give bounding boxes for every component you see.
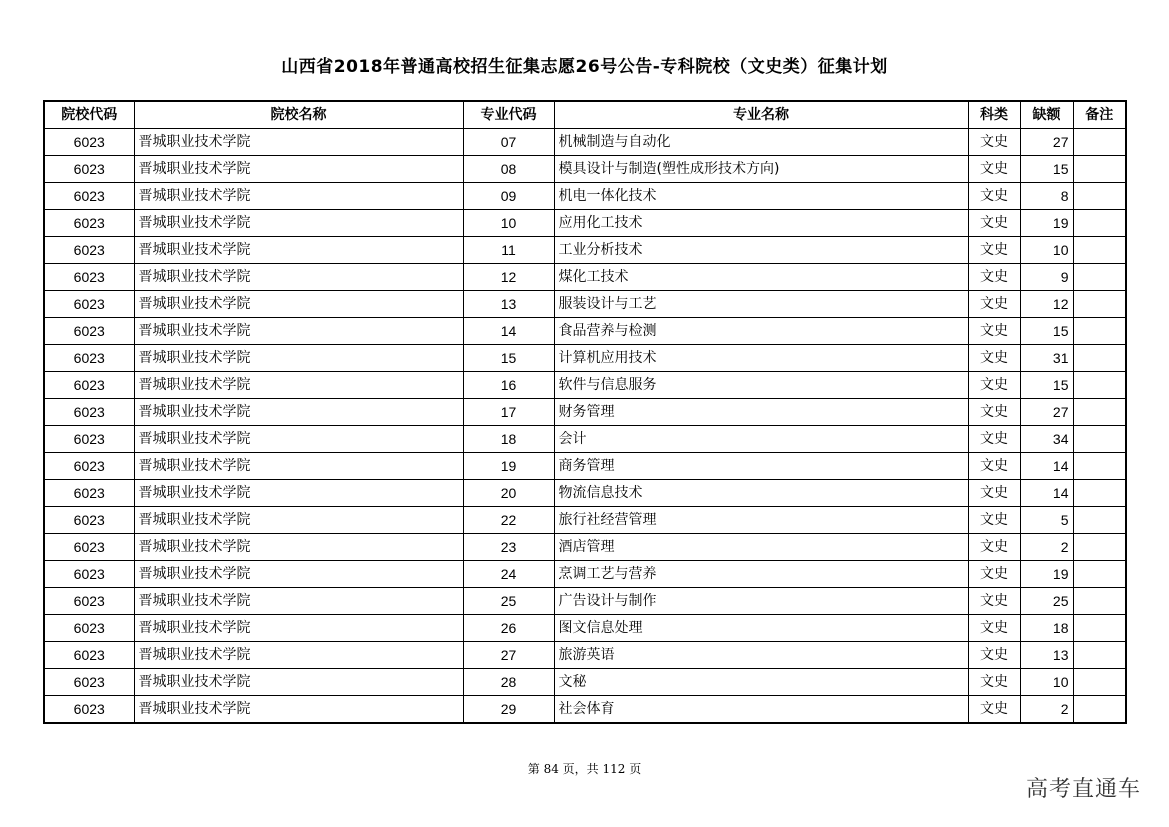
cell-major-name: 工业分析技术 [554,237,968,264]
cell-vacancy: 2 [1020,696,1073,724]
cell-category: 文史 [968,588,1020,615]
cell-major-code: 12 [463,264,554,291]
cell-category: 文史 [968,129,1020,156]
cell-major-code: 15 [463,345,554,372]
cell-major-code: 17 [463,399,554,426]
cell-major-name: 食品营养与检测 [554,318,968,345]
cell-major-name: 广告设计与制作 [554,588,968,615]
cell-school-name: 晋城职业技术学院 [134,615,463,642]
cell-category: 文史 [968,669,1020,696]
cell-note [1073,615,1126,642]
table-row [44,318,1126,345]
cell-note [1073,561,1126,588]
table-row [44,426,1126,453]
cell-major-name: 商务管理 [554,453,968,480]
cell-school-code: 6023 [44,588,134,615]
cell-school-name: 晋城职业技术学院 [134,345,463,372]
table-row [44,534,1126,561]
cell-note [1073,291,1126,318]
table-row [44,210,1126,237]
cell-category: 文史 [968,183,1020,210]
cell-vacancy: 34 [1020,426,1073,453]
cell-category: 文史 [968,318,1020,345]
cell-note [1073,210,1126,237]
cell-major-code: 29 [463,696,554,724]
cell-school-name: 晋城职业技术学院 [134,237,463,264]
cell-vacancy: 15 [1020,372,1073,399]
cell-major-code: 14 [463,318,554,345]
cell-note [1073,696,1126,724]
cell-school-name: 晋城职业技术学院 [134,642,463,669]
cell-category: 文史 [968,453,1020,480]
cell-major-code: 07 [463,129,554,156]
cell-category: 文史 [968,291,1020,318]
table-row [44,561,1126,588]
table-row [44,669,1126,696]
cell-major-code: 28 [463,669,554,696]
cell-school-name: 晋城职业技术学院 [134,210,463,237]
cell-major-code: 08 [463,156,554,183]
cell-category: 文史 [968,642,1020,669]
cell-school-code: 6023 [44,399,134,426]
cell-major-name: 会计 [554,426,968,453]
cell-school-code: 6023 [44,318,134,345]
cell-major-name: 煤化工技术 [554,264,968,291]
cell-major-code: 27 [463,642,554,669]
document-title: 山西省2018年普通高校招生征集志愿26号公告-专科院校（文史类）征集计划 [281,57,888,77]
cell-school-name: 晋城职业技术学院 [134,507,463,534]
cell-major-code: 26 [463,615,554,642]
cell-school-code: 6023 [44,264,134,291]
cell-major-name: 旅行社经营管理 [554,507,968,534]
cell-major-name: 软件与信息服务 [554,372,968,399]
cell-school-code: 6023 [44,507,134,534]
cell-school-name: 晋城职业技术学院 [134,183,463,210]
page-footer: 第 84 页，共 112 页 [527,762,642,776]
cell-school-code: 6023 [44,669,134,696]
cell-note [1073,129,1126,156]
cell-note [1073,264,1126,291]
header-major-code: 专业代码 [463,101,554,129]
table-row [44,480,1126,507]
cell-school-name: 晋城职业技术学院 [134,480,463,507]
cell-school-code: 6023 [44,561,134,588]
cell-school-code: 6023 [44,534,134,561]
cell-note [1073,588,1126,615]
cell-note [1073,534,1126,561]
cell-major-code: 11 [463,237,554,264]
cell-vacancy: 14 [1020,480,1073,507]
cell-vacancy: 2 [1020,534,1073,561]
cell-note [1073,642,1126,669]
cell-major-name: 机电一体化技术 [554,183,968,210]
cell-school-code: 6023 [44,183,134,210]
cell-note [1073,372,1126,399]
cell-category: 文史 [968,615,1020,642]
cell-vacancy: 19 [1020,561,1073,588]
cell-major-code: 22 [463,507,554,534]
cell-school-name: 晋城职业技术学院 [134,264,463,291]
cell-school-code: 6023 [44,372,134,399]
cell-category: 文史 [968,264,1020,291]
cell-vacancy: 5 [1020,507,1073,534]
cell-major-code: 13 [463,291,554,318]
cell-vacancy: 9 [1020,264,1073,291]
cell-school-name: 晋城职业技术学院 [134,372,463,399]
cell-school-code: 6023 [44,426,134,453]
header-school-name: 院校名称 [134,101,463,129]
cell-category: 文史 [968,426,1020,453]
cell-vacancy: 10 [1020,237,1073,264]
table-row [44,642,1126,669]
cell-major-code: 23 [463,534,554,561]
cell-major-name: 服装设计与工艺 [554,291,968,318]
cell-category: 文史 [968,534,1020,561]
cell-school-name: 晋城职业技术学院 [134,453,463,480]
cell-note [1073,345,1126,372]
enrollment-plan-table [43,100,1127,724]
cell-major-name: 物流信息技术 [554,480,968,507]
cell-school-code: 6023 [44,696,134,724]
table-row [44,372,1126,399]
table-row [44,399,1126,426]
cell-vacancy: 10 [1020,669,1073,696]
cell-category: 文史 [968,372,1020,399]
cell-school-code: 6023 [44,642,134,669]
cell-major-name: 社会体育 [554,696,968,724]
cell-vacancy: 31 [1020,345,1073,372]
cell-category: 文史 [968,156,1020,183]
header-note: 备注 [1073,101,1126,129]
cell-major-name: 烹调工艺与营养 [554,561,968,588]
cell-note [1073,237,1126,264]
cell-school-code: 6023 [44,480,134,507]
cell-school-name: 晋城职业技术学院 [134,129,463,156]
cell-school-name: 晋城职业技术学院 [134,291,463,318]
table-row [44,129,1126,156]
cell-vacancy: 12 [1020,291,1073,318]
cell-major-code: 25 [463,588,554,615]
watermark: 高考直通车 [1025,777,1141,802]
cell-school-code: 6023 [44,129,134,156]
table-row [44,345,1126,372]
table-row [44,237,1126,264]
cell-note [1073,426,1126,453]
cell-note [1073,669,1126,696]
cell-major-code: 10 [463,210,554,237]
header-school-code: 院校代码 [44,101,134,129]
table-row [44,156,1126,183]
cell-school-name: 晋城职业技术学院 [134,399,463,426]
table-row [44,453,1126,480]
cell-vacancy: 14 [1020,453,1073,480]
cell-school-name: 晋城职业技术学院 [134,561,463,588]
cell-major-name: 计算机应用技术 [554,345,968,372]
cell-school-name: 晋城职业技术学院 [134,588,463,615]
cell-note [1073,399,1126,426]
cell-school-code: 6023 [44,210,134,237]
cell-major-name: 机械制造与自动化 [554,129,968,156]
cell-category: 文史 [968,345,1020,372]
cell-note [1073,453,1126,480]
table-row [44,588,1126,615]
cell-school-code: 6023 [44,345,134,372]
cell-major-name: 旅游英语 [554,642,968,669]
cell-school-name: 晋城职业技术学院 [134,318,463,345]
cell-note [1073,507,1126,534]
cell-vacancy: 15 [1020,318,1073,345]
header-category: 科类 [968,101,1020,129]
cell-school-name: 晋城职业技术学院 [134,534,463,561]
cell-major-name: 图文信息处理 [554,615,968,642]
cell-school-name: 晋城职业技术学院 [134,669,463,696]
table-row [44,291,1126,318]
cell-note [1073,318,1126,345]
cell-category: 文史 [968,210,1020,237]
table-row [44,183,1126,210]
cell-major-code: 18 [463,426,554,453]
header-major-name: 专业名称 [554,101,968,129]
cell-school-name: 晋城职业技术学院 [134,426,463,453]
cell-category: 文史 [968,561,1020,588]
cell-major-code: 24 [463,561,554,588]
table-header-row [44,101,1126,129]
cell-note [1073,156,1126,183]
cell-note [1073,183,1126,210]
cell-school-code: 6023 [44,156,134,183]
cell-note [1073,480,1126,507]
cell-category: 文史 [968,480,1020,507]
cell-major-name: 文秘 [554,669,968,696]
cell-major-code: 19 [463,453,554,480]
cell-major-code: 09 [463,183,554,210]
cell-category: 文史 [968,507,1020,534]
cell-school-code: 6023 [44,237,134,264]
cell-major-code: 20 [463,480,554,507]
cell-major-name: 酒店管理 [554,534,968,561]
table-row [44,507,1126,534]
cell-category: 文史 [968,696,1020,724]
cell-school-code: 6023 [44,291,134,318]
cell-vacancy: 13 [1020,642,1073,669]
cell-major-code: 16 [463,372,554,399]
cell-major-name: 财务管理 [554,399,968,426]
cell-school-code: 6023 [44,453,134,480]
cell-school-name: 晋城职业技术学院 [134,696,463,724]
cell-major-name: 应用化工技术 [554,210,968,237]
table-row [44,615,1126,642]
table-body [44,129,1126,724]
cell-category: 文史 [968,237,1020,264]
cell-school-code: 6023 [44,615,134,642]
cell-vacancy: 18 [1020,615,1073,642]
cell-vacancy: 27 [1020,399,1073,426]
cell-vacancy: 15 [1020,156,1073,183]
cell-school-name: 晋城职业技术学院 [134,156,463,183]
table-row [44,696,1126,724]
header-vacancy: 缺额 [1020,101,1073,129]
cell-vacancy: 27 [1020,129,1073,156]
cell-vacancy: 19 [1020,210,1073,237]
cell-major-name: 模具设计与制造(塑性成形技术方向) [554,156,968,183]
table-row [44,264,1126,291]
cell-vacancy: 8 [1020,183,1073,210]
cell-vacancy: 25 [1020,588,1073,615]
cell-category: 文史 [968,399,1020,426]
